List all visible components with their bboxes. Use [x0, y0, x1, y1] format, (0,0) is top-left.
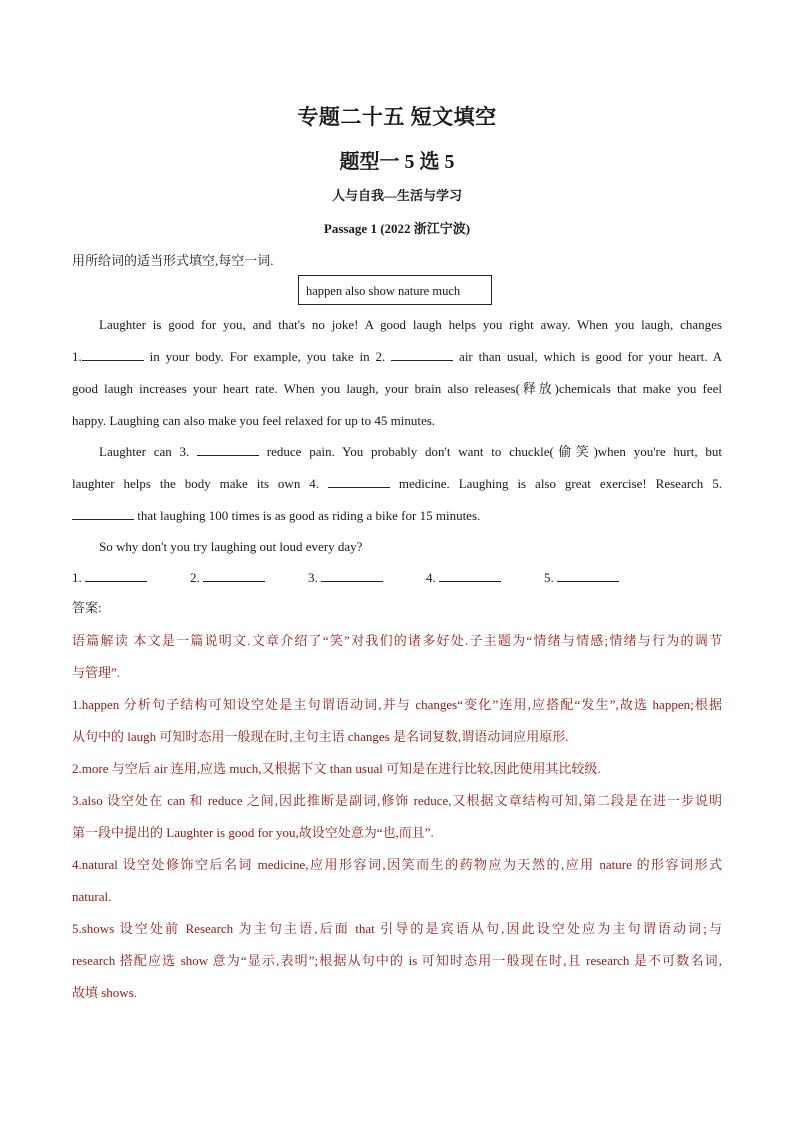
explanation-5-line-3: 故填 shows.: [72, 985, 138, 1000]
answer-slot-4: [426, 565, 544, 591]
answer-slot-number: 4.: [426, 570, 436, 585]
paragraph-1: [72, 309, 722, 437]
answer-blank-4[interactable]: [439, 569, 501, 582]
paragraph-3: [72, 531, 722, 563]
paragraph-2-text: reduce pain. You probably don't want to chuckle(偷笑)when you're hurt, but: [259, 444, 722, 459]
paragraph-2-text: medicine. Laughing is also great exercise! Research 5.: [389, 476, 722, 491]
answer-blank-1[interactable]: [85, 569, 147, 582]
explanation-3-line-1: 3.also 设空处在 can 和 reduce 之间,因此推断是副词,修饰 reduce,又根据文章结构可知,第二段是在进一步说明: [72, 793, 722, 808]
paragraph-3-text: So why don't you try laughing out loud every day?: [99, 539, 363, 554]
answer-blank-5[interactable]: [557, 569, 619, 582]
explanation-4: [72, 849, 722, 913]
explanation-2-line-1: 2.more 与空后 air 连用,应选 much,又根据下文 than usual 可知是在进行比较,因此使用其比较级.: [72, 761, 601, 776]
paragraph-2-text: Laughter can 3.: [99, 444, 198, 459]
blank-5[interactable]: [72, 507, 134, 520]
blank-2[interactable]: [391, 348, 453, 361]
blank-number-1: 1.: [72, 349, 82, 364]
explanation-1: [72, 689, 722, 753]
answer-slot-number: 3.: [308, 570, 318, 585]
paragraph-1-line-3: good laugh increases your heart rate. When you laugh, your brain also releases(释放)chemicals that make you feel: [72, 381, 722, 396]
explanation-1-line-2: 从句中的 laugh 可知时态用一般现在时,主句主语 changes 是名词复数,谓语动词应用原形.: [72, 729, 569, 744]
explanation-5: [72, 913, 722, 1009]
explanation-1-line-1: 1.happen 分析句子结构可知设空处是主句谓语动词,并与 changes“变化”连用,应搭配“发生”,故选 happen;根据: [72, 697, 722, 712]
answer-slot-number: 1.: [72, 570, 82, 585]
answer-slot-number: 2.: [190, 570, 200, 585]
blank-3[interactable]: [197, 443, 259, 456]
paragraph-1-line-4: happy. Laughing can also make you feel relaxed for up to 45 minutes.: [72, 413, 436, 428]
explanation-3: [72, 785, 722, 849]
paragraph-1-text: air than usual, which is good for your heart. A: [453, 349, 722, 364]
page-title: 专题二十五 短文填空: [297, 105, 497, 129]
paragraph-2-line-3: [72, 500, 722, 532]
paragraph-2-text: laughter helps the body make its own 4.: [72, 476, 328, 491]
passage-heading: Passage 1 (2022 浙江宁波): [323, 221, 471, 236]
paragraph-1-line-1: Laughter is good for you, and that's no joke! A good laugh helps you right away. When you laugh, changes: [99, 317, 722, 332]
explanation-4-line-2: natural.: [72, 889, 112, 904]
explanation-5-line-1: 5.shows 设空处前 Research 为主句主语,后面 that 引导的是宾语从句,因此设空处应为主句谓语动词;与: [72, 921, 722, 936]
answer-slots-row: [72, 565, 722, 591]
word-bank-box: happen also show nature much: [298, 275, 492, 305]
theme-heading: 人与自我—生活与学习: [331, 188, 462, 203]
explanation-3-line-2: 第一段中提出的 Laughter is good for you,故设空处意为“也,而且”.: [72, 825, 434, 840]
page-subtitle: 题型一 5 选 5: [339, 151, 455, 173]
explanation-intro-line-2: 与管理”.: [72, 665, 121, 680]
answer-slot-2: [190, 565, 308, 591]
paragraph-2: [72, 436, 722, 532]
paragraph-1-text: in your body. For example, you take in 2.: [143, 349, 392, 364]
instruction-text: 用所给词的适当形式填空,每空一词.: [72, 253, 274, 268]
explanation-4-line-1: 4.natural 设空处修饰空后名词 medicine,应用形容词,因笑而生的药物应为天然的,应用 nature 的形容词形式: [72, 857, 722, 872]
blank-1[interactable]: [82, 348, 144, 361]
answer-slot-1: [72, 565, 190, 591]
answer-label: 答案:: [72, 600, 102, 615]
answer-slot-number: 5.: [544, 570, 554, 585]
explanation-intro: [72, 625, 722, 689]
answer-blank-2[interactable]: [203, 569, 265, 582]
paragraph-2-line-2: [72, 468, 722, 500]
explanation-2: [72, 753, 722, 785]
explanation-5-line-2: research 搭配应选 show 意为“显示,表明”;根据从句中的 is 可知时态用一般现在时,且 research 是不可数名词,: [72, 953, 722, 968]
paragraph-2-text: that laughing 100 times is as good as riding a bike for 15 minutes.: [134, 508, 481, 523]
answer-blank-3[interactable]: [321, 569, 383, 582]
answer-slot-5: [544, 565, 662, 591]
answer-slot-3: [308, 565, 426, 591]
paragraph-2-line-1: [72, 436, 722, 468]
paragraph-1-line-2: [72, 341, 722, 373]
blank-4[interactable]: [328, 475, 390, 488]
explanation-intro-line-1: 语篇解读 本文是一篇说明文.文章介绍了“笑”对我们的诸多好处.子主题为“情绪与情感;情绪与行为的调节: [72, 633, 722, 648]
